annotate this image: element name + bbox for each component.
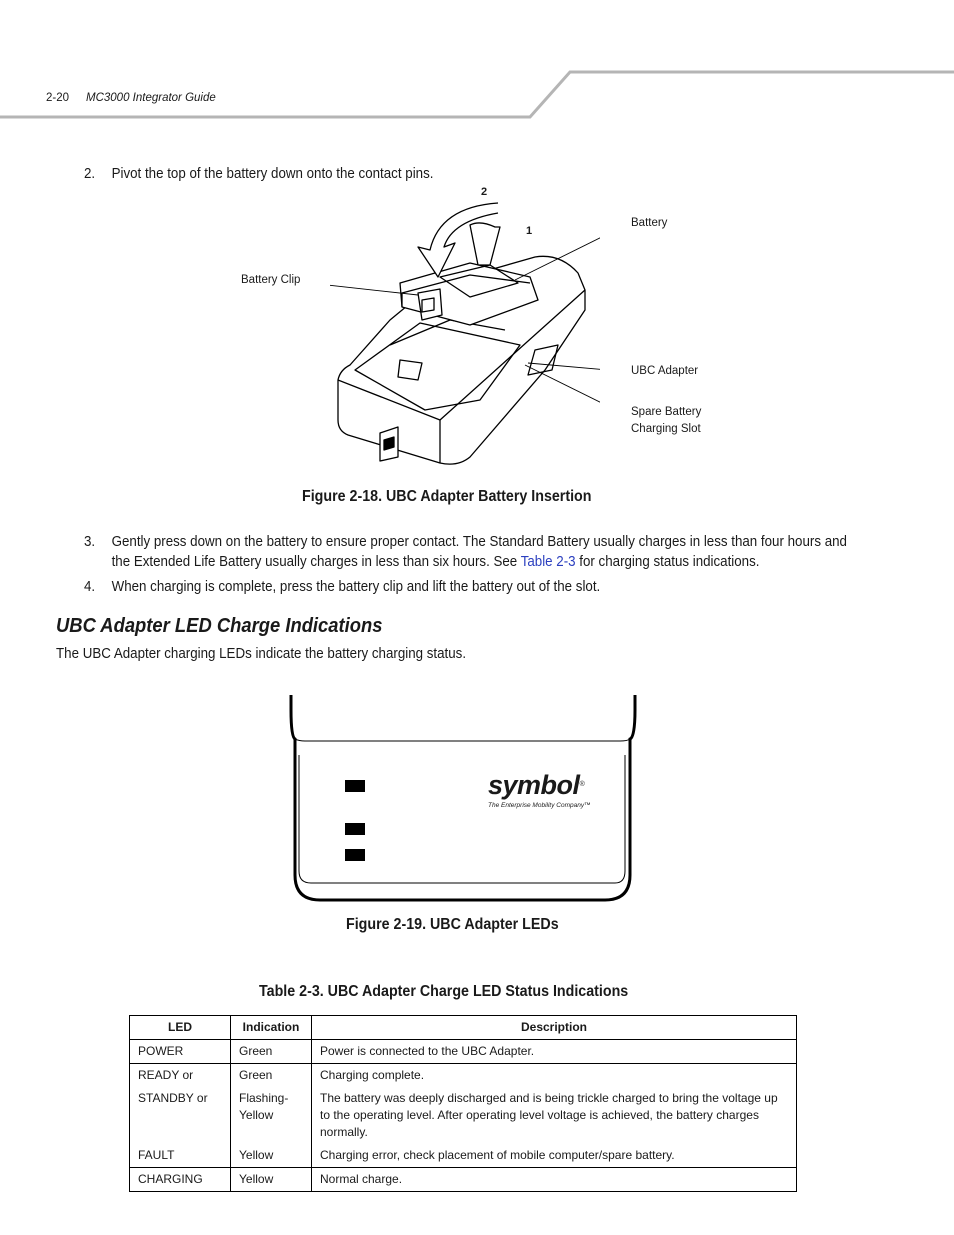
logo-tagline: The Enterprise Mobility Company™ bbox=[488, 802, 591, 809]
callout-battery-clip: Battery Clip bbox=[241, 274, 301, 286]
led-cell: READY or bbox=[130, 1064, 231, 1088]
ready-led bbox=[345, 823, 365, 835]
description-cell: Charging complete. bbox=[312, 1064, 797, 1088]
charging-led bbox=[345, 849, 365, 861]
led-status-table bbox=[129, 1015, 797, 1192]
table-2-3-link[interactable]: Table 2-3 bbox=[520, 554, 576, 570]
step-number: 2. bbox=[84, 166, 96, 182]
led-cell: CHARGING bbox=[130, 1168, 231, 1192]
step-number: 3. bbox=[84, 534, 96, 550]
callout-number-2: 2 bbox=[481, 186, 488, 198]
step-text-line-2 bbox=[112, 552, 760, 572]
symbol-logo bbox=[488, 770, 584, 800]
led-cell: POWER bbox=[130, 1040, 231, 1064]
step-4 bbox=[84, 577, 820, 597]
document-title: MC3000 Integrator Guide bbox=[86, 92, 216, 104]
column-header-description: Description bbox=[312, 1016, 797, 1040]
section-heading: UBC Adapter LED Charge Indications bbox=[56, 615, 383, 637]
step-text: When charging is complete, press the battery clip and lift the battery out of the slot. bbox=[111, 579, 601, 595]
ubc-adapter-battery-insertion-illustration bbox=[330, 195, 600, 470]
step-number: 4. bbox=[84, 579, 96, 595]
step-text-before-link: the Extended Life Battery usually charges in less than six hours. See bbox=[111, 554, 521, 570]
table-row bbox=[130, 1087, 797, 1144]
table-row bbox=[130, 1144, 797, 1168]
header-rule bbox=[0, 0, 954, 130]
step-text-after-link: for charging status indications. bbox=[575, 554, 760, 570]
figure-2-18-caption: Figure 2-18. UBC Adapter Battery Insertion bbox=[302, 488, 592, 505]
callout-charging-slot: Charging Slot bbox=[631, 423, 701, 435]
page-number: 2-20 bbox=[46, 92, 70, 104]
table-row bbox=[130, 1040, 797, 1064]
logo-wordmark: symbol bbox=[488, 770, 580, 800]
table-header-row bbox=[130, 1016, 797, 1040]
step-3 bbox=[84, 532, 875, 574]
led-cell: FAULT bbox=[130, 1144, 231, 1168]
column-header-indication: Indication bbox=[231, 1016, 312, 1040]
column-header-led: LED bbox=[130, 1016, 231, 1040]
step-text: Pivot the top of the battery down onto the contact pins. bbox=[111, 166, 434, 182]
callout-number-1: 1 bbox=[526, 225, 533, 237]
registered-mark: ® bbox=[579, 781, 585, 788]
step-2 bbox=[84, 164, 820, 184]
callout-ubc-adapter: UBC Adapter bbox=[631, 365, 699, 377]
led-cell: STANDBY or bbox=[130, 1087, 231, 1144]
table-row bbox=[130, 1064, 797, 1088]
power-led bbox=[345, 780, 365, 792]
section-intro: The UBC Adapter charging LEDs indicate the battery charging status. bbox=[56, 646, 467, 662]
description-cell: Normal charge. bbox=[312, 1168, 797, 1192]
indication-cell: Yellow bbox=[231, 1144, 312, 1168]
description-cell: The battery was deeply discharged and is being trickle charged to bring the voltage up to the operating level. After operating level voltage is achieved, the battery charges normally. bbox=[312, 1087, 797, 1144]
table-title: Table 2-3. UBC Adapter Charge LED Status Indications bbox=[259, 983, 629, 1000]
indication-cell: Flashing-Yellow bbox=[231, 1087, 312, 1144]
ubc-adapter-leds-illustration bbox=[285, 695, 640, 905]
description-cell: Charging error, check placement of mobile computer/spare battery. bbox=[312, 1144, 797, 1168]
step-text-line-1: Gently press down on the battery to ensure proper contact. The Standard Battery usually charges in less than four hours and bbox=[111, 534, 847, 550]
indication-cell: Green bbox=[231, 1064, 312, 1088]
callout-battery: Battery bbox=[631, 217, 668, 229]
table-row bbox=[130, 1168, 797, 1192]
description-cell: Power is connected to the UBC Adapter. bbox=[312, 1040, 797, 1064]
indication-cell: Green bbox=[231, 1040, 312, 1064]
figure-2-19-caption: Figure 2-19. UBC Adapter LEDs bbox=[346, 916, 559, 933]
callout-spare-battery: Spare Battery bbox=[631, 406, 702, 418]
indication-cell: Yellow bbox=[231, 1168, 312, 1192]
